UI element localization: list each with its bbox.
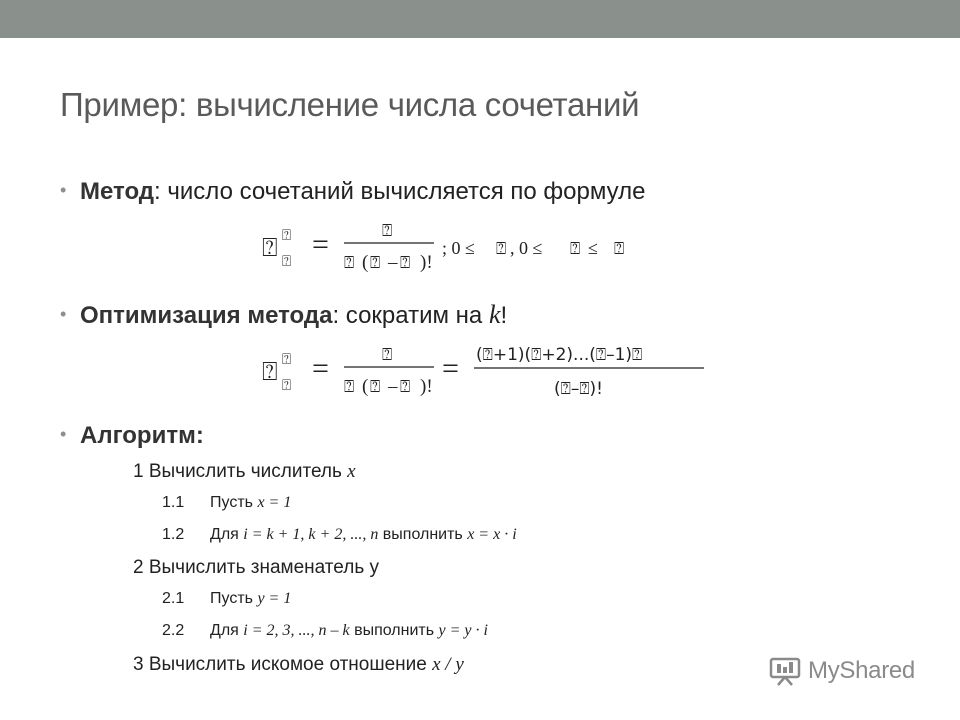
step-1-2-math: i = k + 1, k + 2, ..., n [243, 526, 379, 543]
step-2-1 [162, 590, 291, 608]
step-3 [133, 654, 464, 676]
opt-label: Оптимизация метода [80, 302, 333, 329]
algo-label: Алгоритм: [80, 422, 204, 449]
step-2-1-text: Пусть [210, 590, 258, 607]
den-symbol-3: ⍰ [400, 253, 411, 273]
step-1-2-num: 1.2 [162, 526, 185, 543]
step-1-1-num: 1.1 [162, 494, 185, 511]
step-2-1-num: 2.1 [162, 590, 185, 607]
formula-optimized [258, 340, 718, 404]
bullet-optimization [60, 300, 507, 330]
step-2-2-math2: y = y · i [438, 622, 488, 639]
step-1-1-math: x = 1 [257, 494, 292, 511]
step-2-2 [162, 622, 488, 640]
den-paren-close-bang: )! [420, 252, 433, 273]
equals-sign-1: = [312, 352, 329, 385]
step-1-var: x [347, 461, 356, 482]
formula-sub: ⍰ [282, 252, 292, 270]
den-symbol-3: ⍰ [400, 377, 411, 397]
step-2-2-math: i = 2, 3, ..., n – k [243, 622, 350, 639]
den-minus: – [388, 376, 398, 397]
formula-super: ⍰ [282, 350, 292, 368]
formula-super: ⍰ [282, 226, 292, 244]
method-text: : число сочетаний вычисляется по формуле [154, 178, 646, 205]
step-1-2-math2: x = x · i [467, 526, 517, 543]
step-2-1-math: y = 1 [257, 590, 292, 607]
formula-combination [258, 216, 658, 276]
step-1-2-text: Для [210, 526, 244, 543]
numerator-product: (⍰+1)(⍰+2)...(⍰–1)⍰ [476, 345, 643, 365]
step-2-text: 2 Вычислить знаменатель y [133, 557, 379, 578]
numerator-symbol: ⍰ [382, 221, 393, 241]
opt-text: : сократим на [332, 302, 489, 329]
condition-1: ; 0 ≤ [442, 238, 475, 258]
step-1-2-text2: выполнить [378, 526, 468, 543]
method-label: Метод [80, 178, 155, 205]
presentation-board-icon [768, 656, 802, 686]
den-symbol-1: ⍰ [344, 253, 355, 273]
formula-symbol: ⍰ [262, 233, 278, 263]
bullet-icon: • [60, 304, 67, 324]
logo-text: MyShared [808, 657, 915, 684]
numerator-symbol: ⍰ [382, 345, 393, 365]
step-1-1-text: Пусть [210, 494, 258, 511]
step-2-2-text: Для [210, 622, 244, 639]
equals-sign-2: = [442, 352, 459, 385]
den-minus: – [388, 252, 398, 273]
step-1 [133, 461, 356, 483]
formula-sub: ⍰ [282, 376, 292, 394]
condition-2: , 0 ≤ [510, 238, 543, 258]
den-paren-close-bang: )! [420, 376, 433, 397]
step-2 [133, 557, 379, 579]
myshared-logo [768, 656, 915, 686]
bullet-icon: • [60, 180, 67, 200]
step-1-2 [162, 526, 517, 544]
step-1-text: 1 Вычислить числитель [133, 461, 348, 482]
opt-bang: ! [500, 302, 508, 329]
den-symbol-1: ⍰ [344, 377, 355, 397]
step-2-2-text2: выполнить [349, 622, 439, 639]
den-paren-open: ( [362, 376, 369, 397]
den-symbol-2: ⍰ [370, 377, 381, 397]
cond-symbol-1: ⍰ [496, 239, 507, 259]
step-1-1 [162, 494, 291, 512]
den-paren-open: ( [362, 252, 369, 273]
condition-le: ≤ [588, 238, 598, 258]
cond-symbol-2: ⍰ [570, 239, 581, 259]
slide-title: Пример: вычисление числа сочетаний [60, 86, 640, 123]
den-symbol-2: ⍰ [370, 253, 381, 273]
opt-k: k [488, 300, 501, 329]
cond-symbol-3: ⍰ [614, 239, 625, 259]
bullet-algorithm [60, 422, 204, 450]
denominator-factorial: (⍰–⍰)! [554, 379, 603, 399]
step-2-2-num: 2.2 [162, 622, 185, 639]
step-3-text: 3 Вычислить искомое отношение [133, 654, 433, 675]
bullet-method [60, 178, 645, 206]
formula-symbol: ⍰ [262, 357, 278, 387]
bullet-icon: • [60, 424, 67, 444]
top-bar [0, 0, 960, 38]
equals-sign: = [312, 228, 329, 261]
step-3-math: x / y [432, 654, 464, 675]
